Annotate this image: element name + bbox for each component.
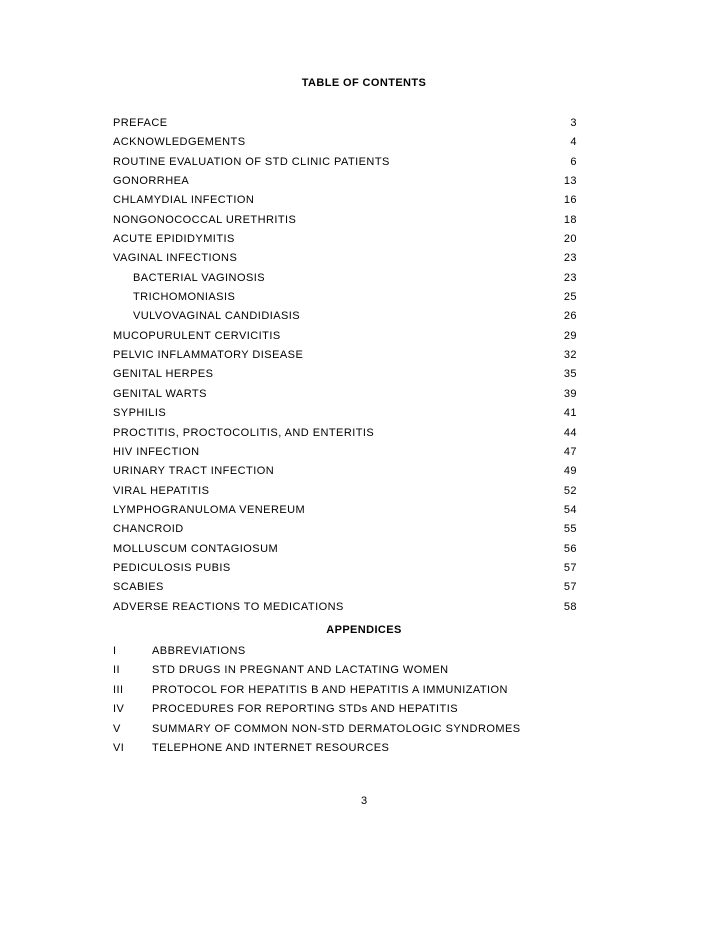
toc-entry-label: MUCOPURULENT CERVICITIS: [113, 329, 281, 342]
appendix-entry: [113, 661, 583, 680]
toc-entry-label: SYPHILIS: [113, 407, 167, 420]
toc-entry-page: 54: [563, 503, 577, 516]
toc-entry-page: 57: [563, 581, 577, 594]
toc-entry: [113, 191, 577, 210]
toc-entry: [113, 501, 577, 520]
toc-entry-label: ADVERSE REACTIONS TO MEDICATIONS: [113, 600, 344, 613]
toc-entry-label: PREFACE: [113, 117, 168, 129]
appendix-entry: [113, 642, 583, 661]
toc-entry: [113, 520, 577, 539]
toc-entry: [113, 133, 577, 152]
toc-entry: [113, 404, 577, 423]
toc-entry: [113, 385, 577, 404]
toc-entry: [113, 249, 577, 268]
toc-title: TABLE OF CONTENTS: [301, 77, 427, 89]
toc-entry-label: PEDICULOSIS PUBIS: [113, 561, 231, 574]
toc-list: [113, 114, 577, 617]
toc-entry-page: 55: [563, 523, 577, 536]
toc-entry: [113, 346, 577, 365]
toc-entry-page: 32: [563, 349, 577, 362]
toc-entry-label: ACUTE EPIDIDYMITIS: [113, 233, 235, 246]
appendices-heading: APPENDICES: [326, 624, 402, 636]
appendix-entry: [113, 739, 583, 758]
toc-entry-page: 23: [563, 252, 577, 265]
toc-entry: [113, 365, 577, 384]
appendix-label: TELEPHONE AND INTERNET RESOURCES: [152, 741, 390, 754]
toc-entry-label: GENITAL HERPES: [113, 368, 214, 381]
toc-entry-label: VIRAL HEPATITIS: [113, 484, 210, 497]
toc-entry: [113, 211, 577, 230]
toc-entry-label: VULVOVAGINAL CANDIDIASIS: [133, 310, 301, 323]
toc-entry-page: 57: [563, 561, 577, 574]
toc-entry-page: 29: [563, 329, 577, 342]
toc-entry: [113, 559, 577, 578]
toc-entry-page: 3: [570, 117, 577, 129]
toc-entry: [113, 482, 577, 501]
appendix-label: STD DRUGS IN PREGNANT AND LACTATING WOMEN: [152, 664, 449, 677]
toc-entry-page: 44: [563, 426, 577, 439]
appendix-entry: [113, 681, 583, 700]
appendix-numeral: II: [113, 664, 121, 677]
toc-entry-page: 47: [563, 445, 577, 458]
toc-entry-label: URINARY TRACT INFECTION: [113, 465, 275, 478]
toc-subentry: [113, 288, 577, 307]
toc-entry-page: 39: [563, 387, 577, 400]
toc-entry: [113, 172, 577, 191]
toc-subentry: [113, 307, 577, 326]
toc-entry-label: HIV INFECTION: [113, 445, 200, 458]
toc-entry-page: 6: [570, 155, 577, 168]
toc-entry-page: 20: [563, 233, 577, 246]
toc-entry-label: ROUTINE EVALUATION OF STD CLINIC PATIENTS: [113, 155, 390, 168]
toc-entry-page: 49: [563, 465, 577, 478]
appendix-numeral: III: [113, 683, 124, 696]
appendix-numeral: V: [113, 722, 121, 735]
toc-entry-page: 52: [563, 484, 577, 497]
toc-entry-label: GENITAL WARTS: [113, 387, 207, 400]
toc-entry-label: SCABIES: [113, 581, 164, 594]
appendix-label: SUMMARY OF COMMON NON-STD DERMATOLOGIC SYNDROMES: [152, 722, 521, 735]
toc-entry-label: CHANCROID: [113, 523, 184, 536]
toc-entry-page: 18: [563, 213, 577, 226]
appendix-entry: [113, 720, 583, 739]
toc-entry-page: 23: [563, 271, 577, 284]
toc-entry-page: 35: [563, 368, 577, 381]
toc-entry-label: PELVIC INFLAMMATORY DISEASE: [113, 349, 304, 362]
toc-entry-page: 41: [563, 407, 577, 420]
toc-entry: [113, 443, 577, 462]
toc-entry-page: 58: [563, 600, 577, 613]
toc-entry-label: GONORRHEA: [113, 175, 190, 188]
toc-entry-label: TRICHOMONIASIS: [133, 291, 236, 304]
appendix-label: ABBREVIATIONS: [152, 645, 246, 657]
toc-entry: [113, 598, 577, 617]
toc-entry-page: 4: [570, 136, 577, 149]
toc-entry: [113, 578, 577, 597]
toc-entry-page: 25: [563, 291, 577, 304]
toc-entry-label: MOLLUSCUM CONTAGIOSUM: [113, 542, 279, 555]
toc-entry-label: ACKNOWLEDGEMENTS: [113, 136, 246, 149]
toc-entry: [113, 114, 577, 133]
appendix-numeral: IV: [113, 703, 125, 716]
toc-entry: [113, 153, 577, 172]
toc-entry-label: BACTERIAL VAGINOSIS: [133, 271, 266, 284]
toc-entry: [113, 327, 577, 346]
appendices-list: [113, 642, 583, 758]
toc-entry: [113, 230, 577, 249]
toc-entry-label: PROCTITIS, PROCTOCOLITIS, AND ENTERITIS: [113, 426, 375, 439]
appendix-numeral: I: [113, 645, 117, 657]
toc-entry-page: 16: [563, 194, 577, 207]
toc-entry: [113, 540, 577, 559]
appendix-label: PROTOCOL FOR HEPATITIS B AND HEPATITIS A IMMUNIZATION: [152, 683, 508, 696]
toc-entry-label: LYMPHOGRANULOMA VENEREUM: [113, 503, 306, 516]
appendix-entry: [113, 700, 583, 719]
appendix-label: PROCEDURES FOR REPORTING STDs AND HEPATITIS: [152, 703, 458, 716]
toc-entry-label: VAGINAL INFECTIONS: [113, 252, 238, 265]
page-number: 3: [360, 795, 368, 807]
toc-entry-label: CHLAMYDIAL INFECTION: [113, 194, 255, 207]
toc-entry: [113, 424, 577, 443]
appendix-numeral: VI: [113, 741, 125, 754]
toc-entry-page: 26: [563, 310, 577, 323]
toc-entry-page: 13: [563, 175, 577, 188]
toc-subentry: [113, 269, 577, 288]
toc-entry-page: 56: [563, 542, 577, 555]
toc-entry: [113, 462, 577, 481]
toc-entry-label: NONGONOCOCCAL URETHRITIS: [113, 213, 297, 226]
